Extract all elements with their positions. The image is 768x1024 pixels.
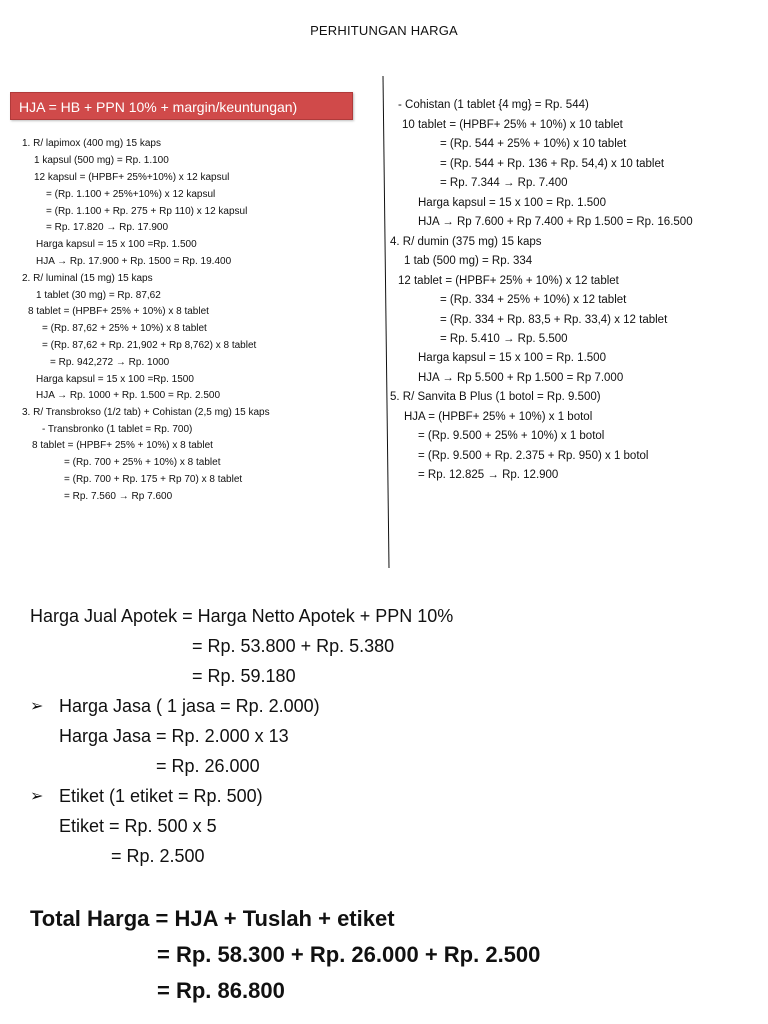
etiket-calc: Etiket = Rp. 500 x 5: [59, 816, 217, 836]
calc-line: = (Rp. 544 + 25% + 10%) x 10 tablet: [440, 138, 627, 150]
calc-line: = (Rp. 544 + Rp. 136 + Rp. 54,4) x 10 tablet: [440, 158, 665, 170]
calc-line: HJA → Rp 5.500 + Rp 1.500 = Rp 7.000: [418, 372, 624, 384]
calc-line: 3. R/ Transbrokso (1/2 tab) + Cohistan (2,5 mg) 15 kaps: [22, 407, 270, 418]
calc-line: 1. R/ lapimox (400 mg) 15 kaps: [22, 138, 161, 149]
calc-line: = (Rp. 1.100 + 25%+10%) x 12 kapsul: [46, 189, 216, 200]
etiket-result: = Rp. 2.500: [111, 846, 205, 866]
jasa-result: = Rp. 26.000: [156, 756, 260, 776]
calc-line: HJA = (HPBF+ 25% + 10%) x 1 botol: [404, 411, 593, 423]
total-calc: = Rp. 58.300 + Rp. 26.000 + Rp. 2.500: [157, 942, 541, 967]
calc-line: 1 kapsul (500 mg) = Rp. 1.100: [34, 155, 169, 166]
calc-line: = (Rp. 1.100 + Rp. 275 + Rp 110) x 12 kapsul: [46, 206, 248, 217]
jasa-heading: Harga Jasa ( 1 jasa = Rp. 2.000): [59, 696, 320, 716]
bullet-arrow-icon: ➢: [30, 788, 44, 805]
calc-line: 2. R/ luminal (15 mg) 15 kaps: [22, 273, 153, 284]
total-formula: Total Harga = HJA + Tuslah + etiket: [30, 906, 395, 931]
calc-line: = Rp. 5.410 → Rp. 5.500: [440, 333, 568, 345]
total-result: = Rp. 86.800: [157, 978, 285, 1003]
calc-line: = (Rp. 334 + 25% + 10%) x 12 tablet: [440, 294, 627, 306]
calc-line: = (Rp. 87,62 + Rp. 21,902 + Rp 8,762) x 8 tablet: [42, 340, 257, 351]
calc-line: = Rp. 942,272 → Rp. 1000: [50, 357, 170, 368]
calc-line: 8 tablet = (HPBF+ 25% + 10%) x 8 tablet: [28, 306, 209, 317]
calc-line: 5. R/ Sanvita B Plus (1 botol = Rp. 9.500): [390, 391, 601, 403]
calc-line: = (Rp. 9.500 + Rp. 2.375 + Rp. 950) x 1 botol: [418, 450, 649, 462]
calc-line: 8 tablet = (HPBF+ 25% + 10%) x 8 tablet: [32, 440, 213, 451]
hja-total-line: = Rp. 53.800 + Rp. 5.380: [192, 636, 395, 656]
calc-line: = (Rp. 700 + Rp. 175 + Rp 70) x 8 tablet: [64, 474, 243, 485]
calc-line: = (Rp. 87,62 + 25% + 10%) x 8 tablet: [42, 323, 207, 334]
calc-line: 4. R/ dumin (375 mg) 15 kaps: [390, 236, 542, 248]
calc-line: 12 tablet = (HPBF+ 25% + 10%) x 12 tablet: [398, 275, 619, 287]
hja-total-line: = Rp. 59.180: [192, 666, 296, 686]
calc-line: HJA → Rp. 1000 + Rp. 1.500 = Rp. 2.500: [36, 390, 221, 401]
hja-formula-box: HJA = HB + PPN 10% + margin/keuntungan): [10, 92, 353, 120]
calc-line: Harga kapsul = 15 x 100 =Rp. 1500: [36, 374, 194, 385]
calc-line: 10 tablet = (HPBF+ 25% + 10%) x 10 tablet: [402, 119, 623, 131]
calc-line: Harga kapsul = 15 x 100 = Rp. 1.500: [418, 352, 606, 364]
calc-line: Harga kapsul = 15 x 100 =Rp. 1.500: [36, 239, 197, 250]
page-title: PERHITUNGAN HARGA: [310, 23, 458, 38]
calc-line: = (Rp. 700 + 25% + 10%) x 8 tablet: [64, 457, 221, 468]
calc-line: HJA → Rp. 17.900 + Rp. 1500 = Rp. 19.400: [36, 256, 232, 267]
calc-line: = Rp. 7.560 → Rp 7.600: [64, 491, 173, 502]
etiket-heading: Etiket (1 etiket = Rp. 500): [59, 786, 263, 806]
calc-line: - Transbronko (1 tablet = Rp. 700): [42, 424, 193, 435]
calc-line: - Cohistan (1 tablet {4 mg} = Rp. 544): [398, 99, 589, 111]
hja-total-line: Harga Jual Apotek = Harga Netto Apotek + PPN 10%: [30, 606, 454, 626]
calc-line: 12 kapsul = (HPBF+ 25%+10%) x 12 kapsul: [34, 172, 230, 183]
calc-line: 1 tablet (30 mg) = Rp. 87,62: [36, 290, 161, 301]
calc-line: = (Rp. 334 + Rp. 83,5 + Rp. 33,4) x 12 tablet: [440, 314, 668, 326]
calc-line: = Rp. 17.820 → Rp. 17.900: [46, 222, 169, 233]
calc-line: Harga kapsul = 15 x 100 = Rp. 1.500: [418, 197, 606, 209]
calc-line: HJA → Rp 7.600 + Rp 7.400 + Rp 1.500 = Rp. 16.500: [418, 216, 693, 228]
calc-line: 1 tab (500 mg) = Rp. 334: [404, 255, 533, 267]
calc-line: = (Rp. 9.500 + 25% + 10%) x 1 botol: [418, 430, 605, 442]
bullet-arrow-icon: ➢: [30, 698, 44, 715]
jasa-calc: Harga Jasa = Rp. 2.000 x 13: [59, 726, 289, 746]
calc-line: = Rp. 12.825 → Rp. 12.900: [418, 469, 559, 481]
calc-line: = Rp. 7.344 → Rp. 7.400: [440, 177, 568, 189]
